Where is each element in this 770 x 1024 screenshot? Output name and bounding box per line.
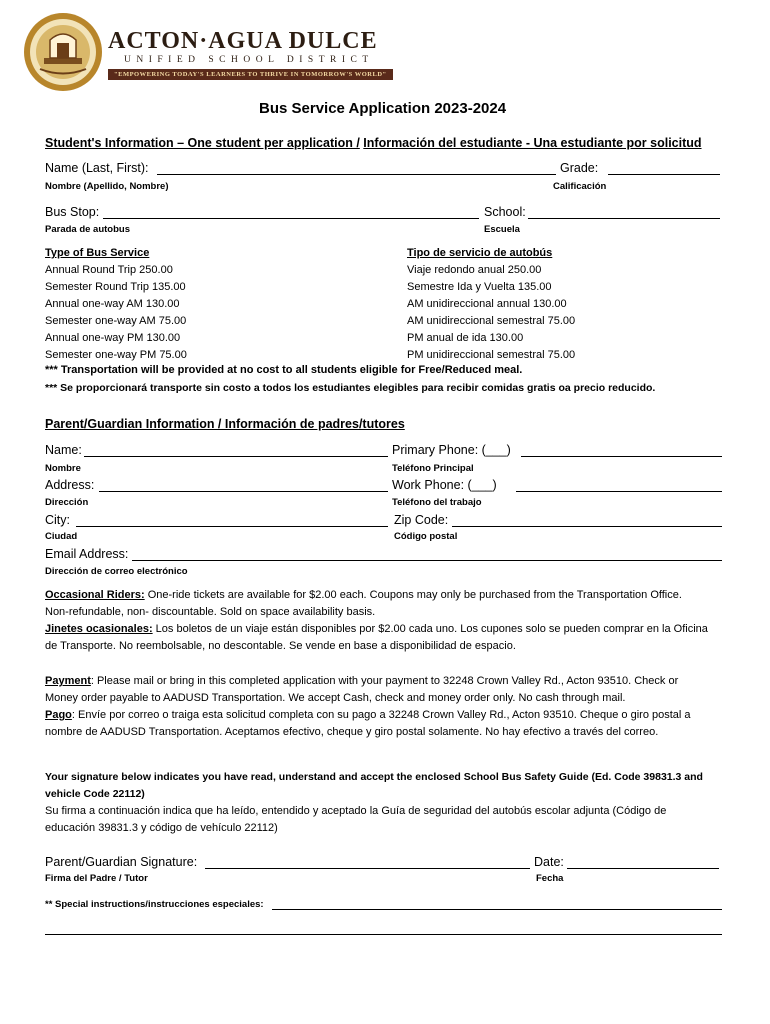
work-phone-label: Work Phone: (___) xyxy=(392,478,497,492)
bus-stop-sublabel: Parada de autobus xyxy=(45,224,130,235)
primary-phone-label: Primary Phone: (___) xyxy=(392,443,511,457)
special-instructions-label: ** Special instructions/instrucciones especiales: xyxy=(45,899,264,910)
free-meal-note-en: *** Transportation will be provided at no cost to all students eligible for Free/Reduced meal. xyxy=(45,364,523,376)
student-heading-es: Información del estudiante - Una estudiante por solicitud xyxy=(363,136,702,150)
payment-es-line1: Pago: Envíe por correo o traiga esta solicitud completa con su pago a 32248 Crown Valley Rd., Acton 93510. Cheque o giro postal a xyxy=(45,709,691,721)
parent-heading: Parent/Guardian Information / Información de padres/tutores xyxy=(45,417,405,431)
payment-es-line2: nombre de AADUSD Transportation. Aceptamos efectivo, cheque y giro postal solamente. No hay efectivo a través del correo. xyxy=(45,726,659,738)
agreement-es-line1: Su firma a continuación indica que ha leído, entendido y aceptado la Guía de seguridad del autobús escolar adjunta (Código de xyxy=(45,805,667,817)
payment-en-line1: Payment: Please mail or bring in this completed application with your payment to 32248 Crown Valley Rd., Acton 93510. Check or xyxy=(45,675,679,687)
bus-stop-field[interactable] xyxy=(103,218,479,219)
zip-code-field[interactable] xyxy=(452,526,722,527)
student-name-field[interactable] xyxy=(157,174,556,175)
email-sublabel: Dirección de correo electrónico xyxy=(45,566,188,577)
school-field[interactable] xyxy=(528,218,720,219)
payment-label-en: Payment xyxy=(45,675,91,687)
service-item-es: AM unidireccional annual 130.00 xyxy=(407,298,567,310)
email-label: Email Address: xyxy=(45,547,129,561)
service-item-en: Annual Round Trip 250.00 xyxy=(45,264,173,276)
bus-stop-label: Bus Stop: xyxy=(45,205,100,219)
riders-es-line1: Jinetes ocasionales: Los boletos de un viaje están disponibles por $2.00 cada uno. Los cupones solo se pueden comprar en la Oficina xyxy=(45,623,708,635)
riders-en-line1: Occasional Riders: One-ride tickets are available for $2.00 each. Coupons may only be purchased from the Transportation Office. xyxy=(45,589,682,601)
signature-sublabel: Firma del Padre / Tutor xyxy=(45,873,148,884)
service-item-es: PM unidireccional semestral 75.00 xyxy=(407,349,576,361)
service-item-en: Semester one-way AM 75.00 xyxy=(45,315,187,327)
work-phone-field[interactable] xyxy=(516,491,722,492)
agreement-es-line2: educación 39831.3 y código de vehículo 22112) xyxy=(45,822,278,834)
city-label: City: xyxy=(45,513,71,527)
primary-phone-field[interactable] xyxy=(521,456,722,457)
grade-field[interactable] xyxy=(608,174,720,175)
special-instructions-field-2[interactable] xyxy=(45,934,722,935)
parent-name-label: Name: xyxy=(45,443,82,457)
parent-name-sublabel: Nombre xyxy=(45,463,81,474)
city-field[interactable] xyxy=(76,526,388,527)
primary-phone-sublabel: Teléfono Principal xyxy=(392,463,474,474)
date-sublabel: Fecha xyxy=(536,873,564,884)
logo-title: ACTON·AGUA DULCE xyxy=(108,28,378,54)
work-phone-sublabel: Teléfono del trabajo xyxy=(392,497,482,508)
service-item-en: Annual one-way PM 130.00 xyxy=(45,332,181,344)
school-sublabel: Escuela xyxy=(484,224,520,235)
address-sublabel: Dirección xyxy=(45,497,89,508)
service-item-es: AM unidireccional semestral 75.00 xyxy=(407,315,576,327)
student-name-label: Name (Last, First): xyxy=(45,161,149,175)
student-name-sublabel: Nombre (Apellido, Nombre) xyxy=(45,181,169,192)
service-item-es: Viaje redondo anual 250.00 xyxy=(407,264,542,276)
zip-code-label: Zip Code: xyxy=(394,513,449,527)
date-field[interactable] xyxy=(567,868,719,869)
payment-en-line2: Money order payable to AADUSD Transportation. We accept Cash, check and money order only. No cash through mail. xyxy=(45,692,626,704)
service-item-en: Semester Round Trip 135.00 xyxy=(45,281,186,293)
parent-name-field[interactable] xyxy=(84,456,388,457)
signature-field[interactable] xyxy=(205,868,530,869)
address-label: Address: xyxy=(45,478,95,492)
email-field[interactable] xyxy=(132,560,722,561)
service-heading-es: Tipo de servicio de autobús xyxy=(407,247,553,259)
riders-label-en: Occasional Riders: xyxy=(45,589,145,601)
district-logo xyxy=(22,12,104,92)
service-item-en: Annual one-way AM 130.00 xyxy=(45,298,180,310)
riders-en-line2: Non-refundable, non- discountable. Sold on space availability basis. xyxy=(45,606,376,618)
school-label: School: xyxy=(484,205,526,219)
special-instructions-field[interactable] xyxy=(272,909,722,910)
agreement-en-line2: vehicle Code 22112) xyxy=(45,788,145,800)
page-title: Bus Service Application 2023-2024 xyxy=(259,100,507,117)
riders-label-es: Jinetes ocasionales: xyxy=(45,623,153,635)
signature-label: Parent/Guardian Signature: xyxy=(45,855,198,869)
zip-code-sublabel: Código postal xyxy=(394,531,458,542)
city-sublabel: Ciudad xyxy=(45,531,78,542)
free-meal-note-es: *** Se proporcionará transporte sin costo a todos los estudiantes elegibles para recibir comidas gratis oa precio reducido. xyxy=(45,382,656,394)
grade-label: Grade: xyxy=(560,161,599,175)
service-item-en: Semester one-way PM 75.00 xyxy=(45,349,187,361)
riders-es-line2: de Transporte. No reembolsable, no descontable. Se vende en base a disponibilidad de espacio. xyxy=(45,640,516,652)
logo-tagline: "EMPOWERING TODAY'S LEARNERS TO THRIVE IN TOMORROW'S WORLD" xyxy=(108,69,393,80)
payment-label-es: Pago xyxy=(45,709,72,721)
agreement-en-line1: Your signature below indicates you have read, understand and accept the enclosed School Bus Safety Guide (Ed. Code 39831.3 and xyxy=(45,771,703,783)
student-heading xyxy=(45,136,702,150)
service-heading-en: Type of Bus Service xyxy=(45,247,150,259)
service-item-es: PM anual de ida 130.00 xyxy=(407,332,524,344)
grade-sublabel: Calificación xyxy=(553,181,607,192)
seal-icon xyxy=(22,12,104,92)
service-item-es: Semestre Ida y Vuelta 135.00 xyxy=(407,281,552,293)
student-heading-en: Student's Information – One student per application / xyxy=(45,136,360,150)
address-field[interactable] xyxy=(99,491,388,492)
date-label: Date: xyxy=(534,855,564,869)
logo-subtitle: UNIFIED SCHOOL DISTRICT xyxy=(124,55,374,65)
